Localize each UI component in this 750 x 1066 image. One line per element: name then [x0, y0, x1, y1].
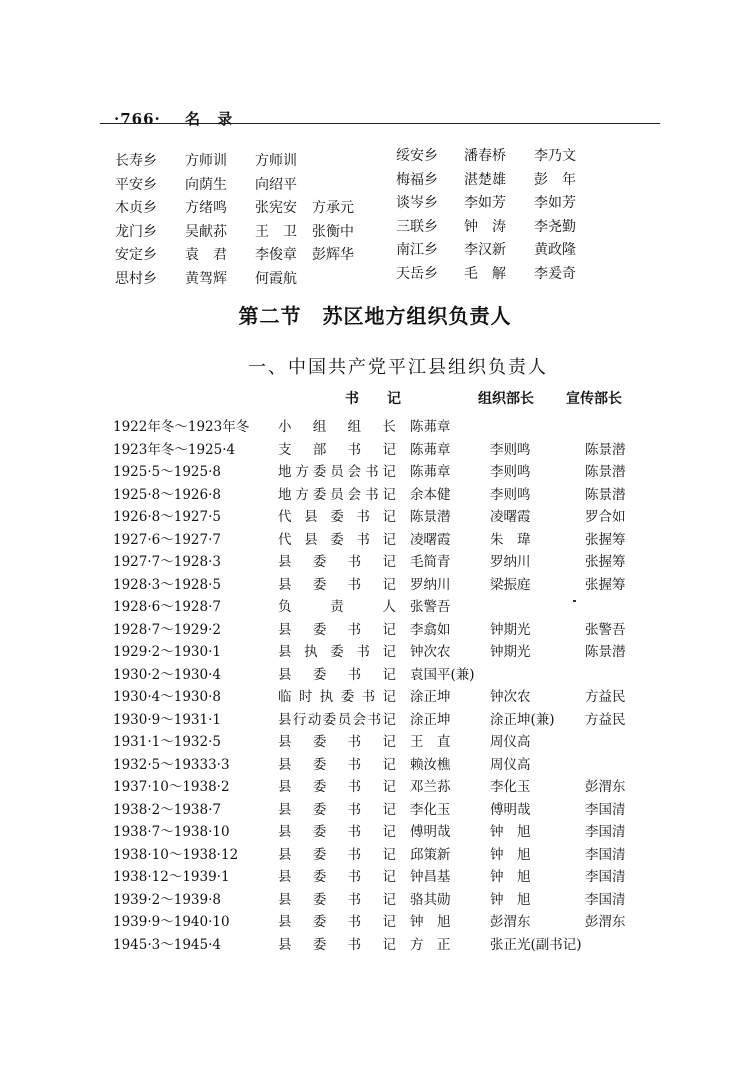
- date-cell: 1923年冬～1925·4: [113, 441, 236, 458]
- column-header-secretary: 书 记: [345, 391, 401, 407]
- propaganda-head-cell: 陈景潜: [585, 644, 626, 660]
- date-cell: 1927·6～1927·7: [113, 531, 221, 548]
- date-cell: 1930·4～1930·8: [113, 689, 221, 705]
- secretary-cell: 陈茀章: [410, 419, 451, 435]
- secretary-cell: 方 正: [410, 936, 451, 953]
- township-person: 王 卫: [255, 223, 297, 240]
- propaganda-head-cell: 李国清: [585, 846, 626, 863]
- township-person: 李如芳: [464, 195, 506, 211]
- role-cell: 小组组长: [278, 419, 396, 435]
- secretary-cell: 涂正坤: [410, 711, 451, 728]
- organization-head-cell: 张正光(副书记): [490, 936, 582, 953]
- township-person: 方绪鸣: [185, 200, 227, 216]
- role-cell: 县委书记: [278, 824, 396, 840]
- role-cell: 县执委书记: [278, 644, 396, 660]
- secretary-cell: 余本健: [410, 486, 451, 503]
- propaganda-head-cell: 方益民: [585, 711, 626, 728]
- role-cell: 代县委书记: [278, 531, 396, 548]
- organization-head-cell: 周仪高: [490, 734, 531, 750]
- date-cell: 1929·2～1930·1: [113, 644, 221, 660]
- township-person: 吴献荪: [185, 223, 227, 240]
- secretary-cell: 钟次农: [410, 644, 451, 660]
- organization-head-cell: 李化玉: [490, 779, 531, 795]
- secretary-cell: 陈茀章: [410, 441, 451, 458]
- column-header-organization: 组织部长: [478, 391, 534, 407]
- secretary-cell: 李化玉: [410, 801, 451, 818]
- organization-head-cell: 凌曙霞: [490, 509, 531, 525]
- secretary-cell: 邱策新: [410, 846, 451, 863]
- date-cell: 1925·8～1926·8: [113, 486, 221, 503]
- role-cell: 地方委员会书记: [278, 464, 396, 480]
- township-name: 木贞乡: [115, 200, 157, 216]
- township-person: 彭 年: [534, 171, 576, 188]
- secretary-cell: 涂正坤: [410, 689, 451, 705]
- township-name: 天岳乡: [396, 265, 438, 282]
- organization-head-cell: 涂正坤(兼): [490, 711, 555, 728]
- township-person: 黄驾辉: [185, 270, 227, 287]
- section-title: 第二节 苏区地方组织负责人: [238, 304, 512, 328]
- propaganda-head-cell: 陈景潜: [585, 486, 626, 503]
- date-cell: 1938·10～1938·12: [113, 846, 239, 863]
- organization-head-cell: 李则鸣: [490, 441, 531, 458]
- date-cell: 1932·5～19333·3: [113, 756, 230, 773]
- role-cell: 县委书记: [278, 801, 396, 818]
- date-cell: 1927·7～1928·3: [113, 554, 221, 570]
- organization-head-cell: 朱 瑋: [490, 531, 531, 548]
- role-cell: 县委书记: [278, 779, 396, 795]
- township-person: 李俊章: [255, 247, 297, 263]
- organization-head-cell: 周仪高: [490, 756, 531, 773]
- organization-head-cell: 钟期光: [490, 621, 531, 638]
- township-name: 三联乡: [396, 218, 438, 235]
- role-cell: 县委书记: [278, 621, 396, 638]
- page-number: ·766·: [114, 110, 161, 128]
- role-cell: 县委书记: [278, 576, 396, 593]
- propaganda-head-cell: 李国清: [585, 869, 626, 885]
- role-cell: 县委书记: [278, 666, 396, 683]
- propaganda-head-cell: 李国清: [585, 824, 626, 840]
- township-name: 平安乡: [115, 176, 157, 193]
- propaganda-head-cell: 罗合如: [585, 509, 626, 525]
- date-cell: 1930·9～1931·1: [113, 711, 221, 728]
- township-name: 安定乡: [115, 247, 157, 263]
- header-rule: [100, 123, 660, 124]
- township-name: 长寿乡: [115, 153, 157, 169]
- secretary-cell: 张警吾: [410, 599, 451, 615]
- date-cell: 1938·7～1938·10: [113, 824, 230, 840]
- township-name: 南江乡: [396, 242, 438, 258]
- organization-head-cell: 李则鸣: [490, 464, 531, 480]
- propaganda-head-cell: 张握筹: [585, 554, 626, 570]
- propaganda-head-cell: 陈景潜: [585, 441, 626, 458]
- propaganda-head-cell: 陈景潜: [585, 464, 626, 480]
- propaganda-head-cell: 张握筹: [585, 576, 626, 593]
- column-header-propaganda: 宣传部长: [566, 391, 622, 407]
- township-person: 李尧勤: [534, 218, 576, 235]
- date-cell: 1928·3～1928·5: [113, 576, 221, 593]
- township-person: 潘春桥: [464, 148, 506, 164]
- role-cell: 地方委员会书记: [278, 486, 396, 503]
- date-cell: 1926·8～1927·5: [113, 509, 221, 525]
- date-cell: 1937·10～1938·2: [113, 779, 230, 795]
- secretary-cell: 钟 旭: [410, 914, 451, 930]
- organization-head-cell: 钟期光: [490, 644, 531, 660]
- date-cell: 1925·5～1925·8: [113, 464, 221, 480]
- township-name: 龙门乡: [115, 223, 157, 240]
- secretary-cell: 傅明哉: [410, 824, 451, 840]
- township-name: 思村乡: [115, 270, 157, 287]
- secretary-cell: 罗纳川: [410, 576, 451, 593]
- date-cell: 1928·7～1929·2: [113, 621, 221, 638]
- township-person: 毛 解: [464, 265, 506, 282]
- township-person: 黄政隆: [534, 242, 576, 258]
- date-cell: 1931·1～1932·5: [113, 734, 221, 750]
- date-cell: 1945·3～1945·4: [113, 936, 221, 953]
- role-cell: 县委书记: [278, 891, 396, 908]
- township-name: 绥安乡: [396, 148, 438, 164]
- date-cell: 1930·2～1930·4: [113, 666, 221, 683]
- secretary-cell: 骆其勋: [410, 891, 451, 908]
- print-speck: [573, 600, 576, 602]
- secretary-cell: 赖汝樵: [410, 756, 451, 773]
- secretary-cell: 袁国平(兼): [410, 666, 475, 683]
- organization-head-cell: 彭渭东: [490, 914, 531, 930]
- date-cell: 1938·12～1939·1: [113, 869, 230, 885]
- role-cell: 县行动委员会书记: [278, 711, 396, 728]
- role-cell: 临时执委书记: [278, 689, 396, 705]
- organization-head-cell: 钟 旭: [490, 869, 531, 885]
- secretary-cell: 毛简青: [410, 554, 451, 570]
- secretary-cell: 钟昌基: [410, 869, 451, 885]
- propaganda-head-cell: 李国清: [585, 891, 626, 908]
- secretary-cell: 李翕如: [410, 621, 451, 638]
- propaganda-head-cell: 彭渭东: [585, 779, 626, 795]
- propaganda-head-cell: 李国清: [585, 801, 626, 818]
- role-cell: 县委书记: [278, 846, 396, 863]
- role-cell: 县委书记: [278, 756, 396, 773]
- township-person: 张宪安: [255, 200, 297, 216]
- township-person: 张衡中: [312, 223, 354, 240]
- township-person: 彭辉华: [312, 247, 354, 263]
- secretary-cell: 陈景潜: [410, 509, 451, 525]
- running-head: [114, 108, 238, 129]
- township-person: 向绍平: [255, 176, 297, 193]
- subsection-title: 一、中国共产党平江县组织负责人: [248, 357, 548, 378]
- role-cell: 县委书记: [278, 869, 396, 885]
- date-cell: 1922年冬～1923年冬: [113, 419, 250, 435]
- organization-head-cell: 钟 旭: [490, 891, 531, 908]
- propaganda-head-cell: 彭渭东: [585, 914, 626, 930]
- organization-head-cell: 钟次农: [490, 689, 531, 705]
- role-cell: 县委书记: [278, 936, 396, 953]
- role-cell: 县委书记: [278, 914, 396, 930]
- role-cell: 负责人: [278, 599, 396, 615]
- organization-head-cell: 钟 旭: [490, 846, 531, 863]
- date-cell: 1928·6～1928·7: [113, 599, 221, 615]
- township-person: 李如芳: [534, 195, 576, 211]
- township-person: 李乃文: [534, 148, 576, 164]
- secretary-cell: 凌曙霞: [410, 531, 451, 548]
- township-person: 何霞航: [255, 270, 297, 287]
- township-person: 方师训: [255, 153, 297, 169]
- role-cell: 代县委书记: [278, 509, 396, 525]
- date-cell: 1939·9～1940·10: [113, 914, 230, 930]
- township-person: 李爰奇: [534, 265, 576, 282]
- organization-head-cell: 傅明哉: [490, 801, 531, 818]
- township-person: 湛楚雄: [464, 171, 506, 188]
- date-cell: 1939·2～1939·8: [113, 891, 221, 908]
- role-cell: 县委书记: [278, 734, 396, 750]
- secretary-cell: 陈茀章: [410, 464, 451, 480]
- township-person: 方承元: [312, 200, 354, 216]
- role-cell: 支部书记: [278, 441, 396, 458]
- organization-head-cell: 李则鸣: [490, 486, 531, 503]
- propaganda-head-cell: 张握筹: [585, 531, 626, 548]
- role-cell: 县委书记: [278, 554, 396, 570]
- secretary-cell: 王 直: [410, 734, 451, 750]
- township-name: 梅福乡: [396, 171, 438, 188]
- township-person: 方师训: [185, 153, 227, 169]
- organization-head-cell: 罗纳川: [490, 554, 531, 570]
- date-cell: 1938·2～1938·7: [113, 801, 221, 818]
- township-person: 钟 涛: [464, 218, 506, 235]
- township-person: 李汉新: [464, 242, 506, 258]
- organization-head-cell: 钟 旭: [490, 824, 531, 840]
- chapter-title: 名 录: [185, 110, 239, 128]
- propaganda-head-cell: 方益民: [585, 689, 626, 705]
- township-person: 袁 君: [185, 247, 227, 263]
- propaganda-head-cell: 张警吾: [585, 621, 626, 638]
- secretary-cell: 邓兰荪: [410, 779, 451, 795]
- organization-head-cell: 梁振庭: [490, 576, 531, 593]
- township-person: 向荫生: [185, 176, 227, 193]
- township-name: 谈岑乡: [396, 195, 438, 211]
